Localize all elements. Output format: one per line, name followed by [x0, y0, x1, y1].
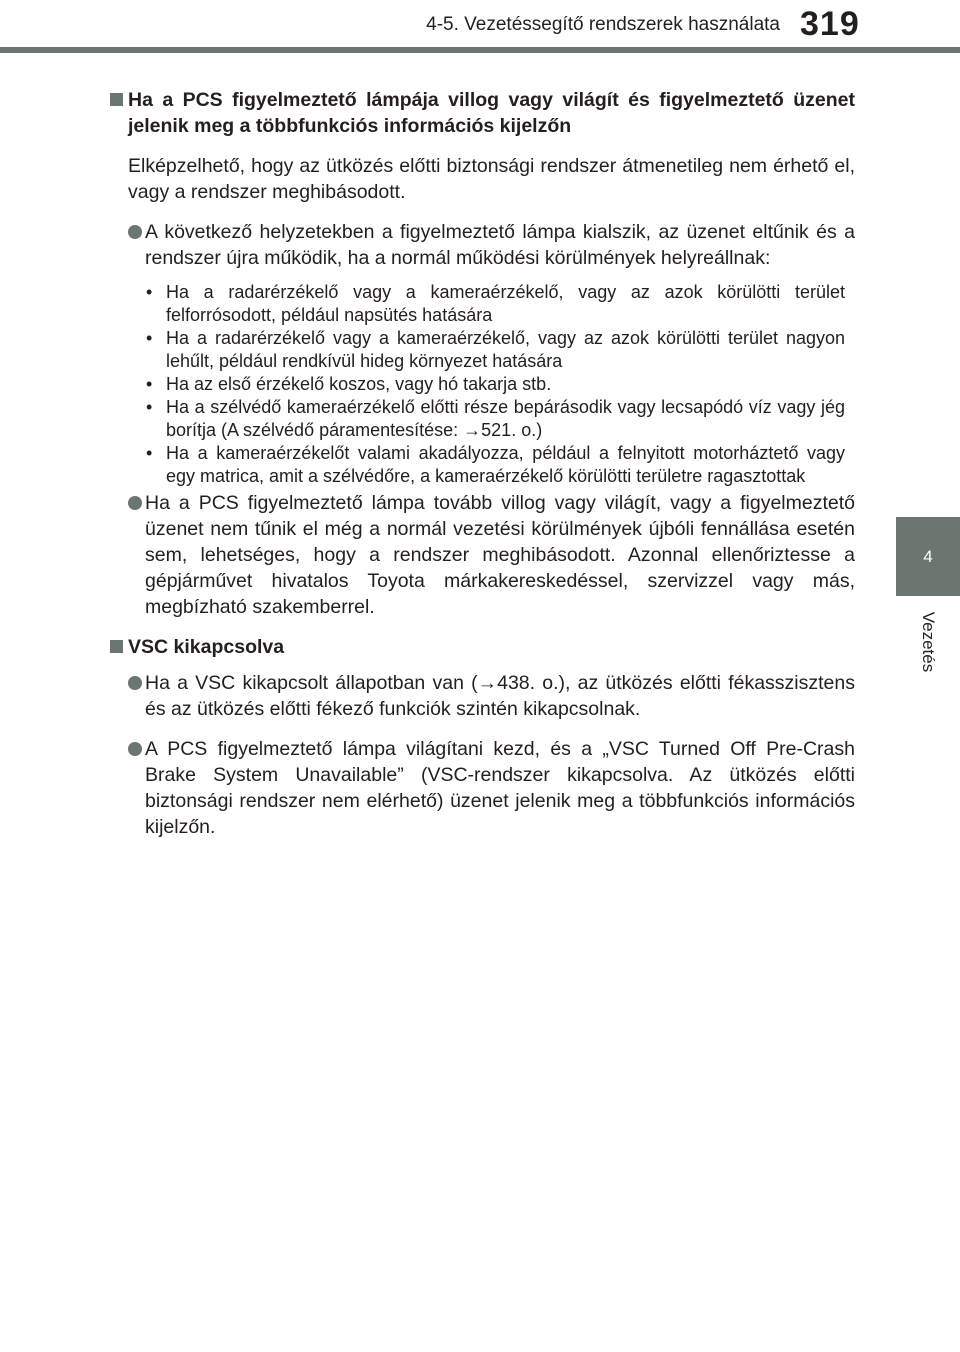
chapter-label-text: Vezetés — [919, 611, 938, 673]
list-item — [110, 373, 855, 396]
chapter-tab[interactable] — [896, 517, 960, 596]
bullet-text: A következő helyzetekben a figyelmeztető lámpa kialszik, az üzenet eltűnik és a rendszer újra működik, ha a normál működési körülmények helyreállnak: — [145, 221, 855, 269]
dot-bullet-icon: • — [146, 328, 153, 348]
square-bullet-icon — [110, 640, 123, 653]
dot-bullet-icon: • — [146, 397, 153, 417]
page-number: 319 — [800, 5, 860, 43]
section-heading-text: VSC kikapcsolva — [128, 636, 285, 658]
bullet-text: Ha a VSC kikapcsolt állapotban van (→438. o.), az ütközés előtti fékasszisztens és az ütközés előtti fékező funkciók szintén kikapcsolnak. — [145, 672, 855, 720]
circle-bullet-icon — [128, 225, 142, 239]
list-item — [110, 281, 855, 327]
list-item-text: Ha az első érzékelő koszos, vagy hó takarja stb. — [166, 374, 552, 394]
dot-bullet-icon: • — [146, 443, 153, 463]
section-heading — [110, 634, 855, 660]
header-section-title: 4-5. Vezetéssegítő rendszerek használata — [426, 14, 780, 35]
dot-bullet-icon: • — [146, 374, 153, 394]
list-item — [110, 396, 855, 442]
square-bullet-icon — [110, 93, 123, 106]
bullet-item — [110, 490, 855, 620]
page-content — [110, 87, 855, 854]
list-item-text: Ha a radarérzékelő vagy a kameraérzékelő, vagy az azok körülötti terület felforrósodott, például napsütés hatására — [166, 282, 845, 325]
list-item — [110, 327, 855, 373]
bullet-item — [110, 670, 855, 722]
bullet-item — [110, 219, 855, 271]
circle-bullet-icon — [128, 742, 142, 756]
section-heading-text: Ha a PCS figyelmeztető lámpája villog vagy világít és figyelmeztető üzenet jelenik meg a többfunkciós információs kijelzőn — [128, 89, 855, 137]
header-rule — [0, 47, 960, 53]
list-item — [110, 442, 855, 488]
circle-bullet-icon — [128, 496, 142, 510]
bullet-item — [110, 736, 855, 840]
circle-bullet-icon — [128, 676, 142, 690]
section-intro: Elképzelhető, hogy az ütközés előtti biztonsági rendszer átmenetileg nem érhető el, vagy a rendszer meghibásodott. — [128, 155, 855, 203]
list-item-text: Ha a szélvédő kameraérzékelő előtti része bepárásodik vagy lecsapódó víz vagy jég borítja (A szélvédő páramentesítése: →521. o.) — [166, 397, 845, 440]
condition-list — [110, 281, 855, 488]
chapter-number: 4 — [923, 547, 933, 566]
list-item-text: Ha a kameraérzékelőt valami akadályozza, például a felnyitott motorháztető vagy egy matrica, amit a szélvédőre, a kameraérzékelő körülötti területre ragasztottak — [166, 443, 845, 486]
list-item-text: Ha a radarérzékelő vagy a kameraérzékelő, vagy az azok körülötti terület nagyon lehűlt, például rendkívül hideg környezet hatására — [166, 328, 845, 371]
section-heading — [110, 87, 855, 139]
bullet-text: Ha a PCS figyelmeztető lámpa tovább villog vagy világít, vagy a figyelmeztető üzenet nem tűnik el még a normál vezetési körülmények újbóli fennállása esetén sem, lehetséges, hogy a rendszer meghibásodott. Azonnal ellenőriztesse a gépjárművet hivatalos Toyota márkakereskedéssel, szervizzel vagy más, megbízható szakemberrel. — [145, 492, 855, 618]
bullet-text: A PCS figyelmeztető lámpa világítani kezd, és a „VSC Turned Off Pre-Crash Brake System Unavailable” (VSC-rendszer kikapcsolva. Az ütközés előtti biztonsági rendszer nem elérhető) üzenet jelenik meg a többfunkciós információs kijelzőn. — [145, 738, 855, 838]
dot-bullet-icon: • — [146, 282, 153, 302]
